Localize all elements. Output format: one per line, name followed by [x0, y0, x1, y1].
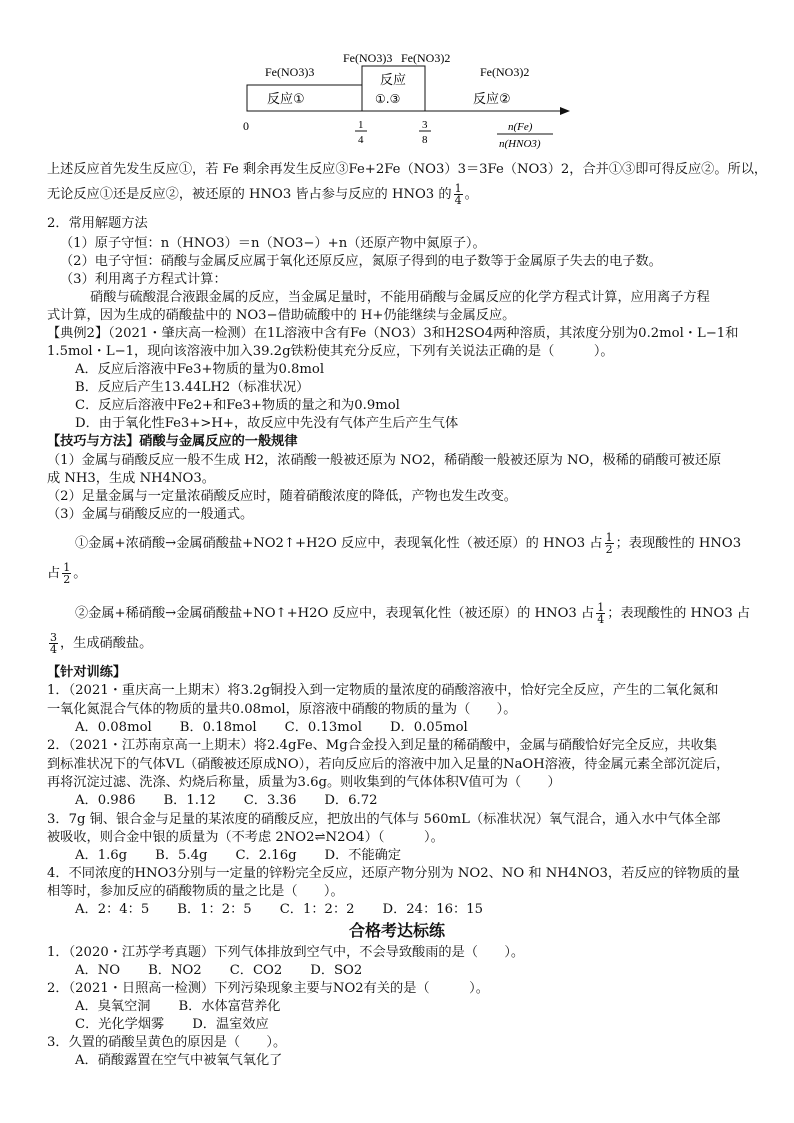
- method-line: （3）利用离子方程式计算：: [60, 272, 227, 287]
- tick-2-num: 3: [422, 119, 428, 131]
- paragraph-line: 无论反应①还是反应②，被还原的 HNO3 皆占参与反应的 HNO3 的 $\frac{1}{4}$ 。: [47, 182, 478, 207]
- fraction: $\frac{1}{4}$: [454, 182, 462, 207]
- axis-label-num: n(Fe): [508, 121, 533, 133]
- method-line: （2）电子守恒：硝酸与金属反应属于氧化还原反应，氮原子得到的电子数等于金属原子失去的电子数。: [60, 254, 662, 269]
- diagram-label-feno32-right: Fe(NO3)2: [480, 65, 530, 79]
- tick-1-num: 1: [358, 119, 364, 131]
- option-line: A．反应后溶液中Fe3+物质的量为0.8mol: [75, 362, 325, 377]
- option-row: A．1.6g B．5.4g C．2.16g D．不能确定: [75, 848, 402, 863]
- question-line: 4．不同浓度的HNO3分别与一定量的锌粉完全反应，还原产物分别为 NO2、NO 和 NH4NO3，若反应的锌物质的量: [47, 866, 740, 881]
- diagram-label-feno33-left: Fe(NO3)3: [265, 65, 315, 79]
- tip-line: 成 NH3，生成 NH4NO3。: [47, 471, 215, 486]
- reaction-box-1-label: 反应①: [267, 92, 305, 107]
- option-line: C．反应后溶液中Fe2+和Fe3+物质的量之和为0.9mol: [75, 398, 400, 413]
- rule-line: ①金属+浓硝酸→金属硝酸盐+NO2↑+H2O 反应中，表现氧化性（被还原）的 HNO3 占 $\frac{1}{2}$ ；表现酸性的 HNO3: [75, 531, 742, 556]
- tip-line: （2）足量金属与一定量浓硝酸反应时，随着硝酸浓度的降低，产物也发生改变。: [47, 489, 517, 504]
- paragraph-line: 硝酸与硫酸混合液跟金属的反应，当金属足量时，不能用硝酸与金属反应的化学方程式计算，应用离子方程: [90, 290, 710, 305]
- option-line: A．硝酸露置在空气中被氧气氧化了: [75, 1053, 283, 1068]
- example-line: 1.5mol・L−1，现向该溶液中加入39.2g铁粉使其充分反应，下列有关说法正确的是（ ）。: [47, 344, 614, 359]
- question-line: 再将沉淀过滤、洗涤、灼烧后称量，质量为3.6g。则收集到的气体体积V值可为（ ）: [47, 775, 561, 790]
- axis-zero: 0: [243, 119, 249, 133]
- tick-1-den: 4: [358, 134, 364, 146]
- question-line: 2．（2021・江苏南京高一上期末）将2.4gFe、Mg合金投入到足量的稀硝酸中，金属与硝酸恰好完全反应，共收集: [47, 738, 718, 753]
- question-line: 2．（2021・日照高一检测）下列污染现象主要与NO2有关的是（ ）。: [47, 981, 489, 996]
- option-row: A．臭氧空洞 B．水体富营养化: [75, 999, 281, 1014]
- section-title: 合格考达标练: [348, 921, 445, 940]
- tip-line: （3）金属与硝酸反应的一般通式。: [47, 507, 254, 522]
- tip-heading: 【技巧与方法】硝酸与金属反应的一般规律: [47, 434, 298, 449]
- reaction-box-2-label-2: ①.③: [375, 92, 401, 106]
- option-line: B．反应后产生13.44LH2（标准状况）: [75, 380, 310, 395]
- option-row: C．光化学烟雾 D．温室效应: [75, 1017, 269, 1032]
- question-line: 相等时，参加反应的硝酸物质的量之比是（ ）。: [47, 884, 344, 899]
- rule-line: ②金属+稀硝酸→金属硝酸盐+NO↑+H2O 反应中，表现氧化性（被还原）的 HNO3 占 $\frac{1}{4}$ ；表现酸性的 HNO3 占: [75, 601, 751, 626]
- question-line: 3．久置的硝酸呈黄色的原因是（ ）。: [47, 1035, 287, 1050]
- rule-line: 占 $\frac{1}{2}$ 。: [47, 561, 87, 586]
- option-row: A．0.986 B．1.12 C．3.36 D．6.72: [75, 793, 378, 808]
- option-row: A．2：4：5 B．1：2：5 C．1：2：2 D．24：16：15: [75, 902, 484, 917]
- diagram-label-feno32-mid: Fe(NO3)2: [401, 51, 451, 65]
- axis-label-den: n(HNO3): [499, 138, 541, 150]
- question-line: 被吸收，则合金中银的质量为（不考虑 2NO2⇌N2O4）（ ）。: [47, 830, 444, 845]
- tick-2-den: 8: [422, 134, 428, 146]
- option-row: A．0.08mol B．0.18mol C．0.13mol D．0.05mol: [75, 720, 468, 735]
- paragraph-line: 式计算，因为生成的硝酸盐中的 NO3−借助硫酸中的 H+仍能继续与金属反应。: [47, 308, 516, 323]
- reaction-box-3-label: 反应②: [473, 92, 511, 107]
- method-line: （1）原子守恒：n（HNO3）＝n（NO3−）+n（还原产物中氮原子）。: [60, 236, 486, 251]
- example-title: 【典例2】（2021・肇庆高一检测）在1L溶液中含有Fe（NO3）3和H2SO4两种溶质，其浓度分别为0.2mol・L−1和: [47, 326, 739, 341]
- question-line: 到标准状况下的气体VL（硝酸被还原成NO），若向反应后的溶液中加入足量的NaOH溶液，待金属元素全部沉淀后，: [47, 757, 730, 772]
- question-line: 1．（2020・江苏学考真题）下列气体排放到空气中，不会导致酸雨的是（ ）。: [47, 945, 525, 960]
- diagram-label-feno33-mid: Fe(NO3)3: [343, 51, 393, 65]
- tip-line: （1）金属与硝酸反应一般不生成 H2，浓硝酸一般被还原为 NO2，稀硝酸一般被还原为 NO，极稀的硝酸可被还原: [47, 453, 722, 468]
- option-row: A．NO B．NO2 C．CO2 D．SO2: [75, 963, 363, 978]
- reaction-diagram: [225, 48, 570, 158]
- axis-arrow-icon: [560, 107, 570, 115]
- option-line: D．由于氧化性Fe3+>H+，故反应中先没有气体产生后产生气体: [75, 416, 459, 431]
- training-heading: 【针对训练】: [47, 665, 127, 680]
- question-line: 1．（2021・重庆高一上期末）将3.2g铜投入到一定物质的量浓度的硝酸溶液中，恰好完全反应，产生的二氧化氮和: [47, 683, 719, 698]
- question-line: 3．7g 铜、银合金与足量的某浓度的硝酸反应，把放出的气体与 560mL（标准状况）氧气混合，通入水中气体全部: [47, 812, 721, 827]
- rule-line: $\frac{3}{4}$ ，生成硝酸盐。: [50, 631, 153, 656]
- paragraph-line: 上述反应首先发生反应①，若 Fe 剩余再发生反应③Fe+2Fe（NO3）3＝3Fe（NO3）2，合并①③即可得反应②。所以，: [47, 162, 768, 177]
- question-line: 一氧化氮混合气体的物质的量共0.08mol，原溶液中硝酸的物质的量为（ ）。: [47, 702, 517, 717]
- section-heading: 2．常用解题方法: [47, 216, 148, 231]
- reaction-box-2-label-1: 反应: [380, 73, 407, 88]
